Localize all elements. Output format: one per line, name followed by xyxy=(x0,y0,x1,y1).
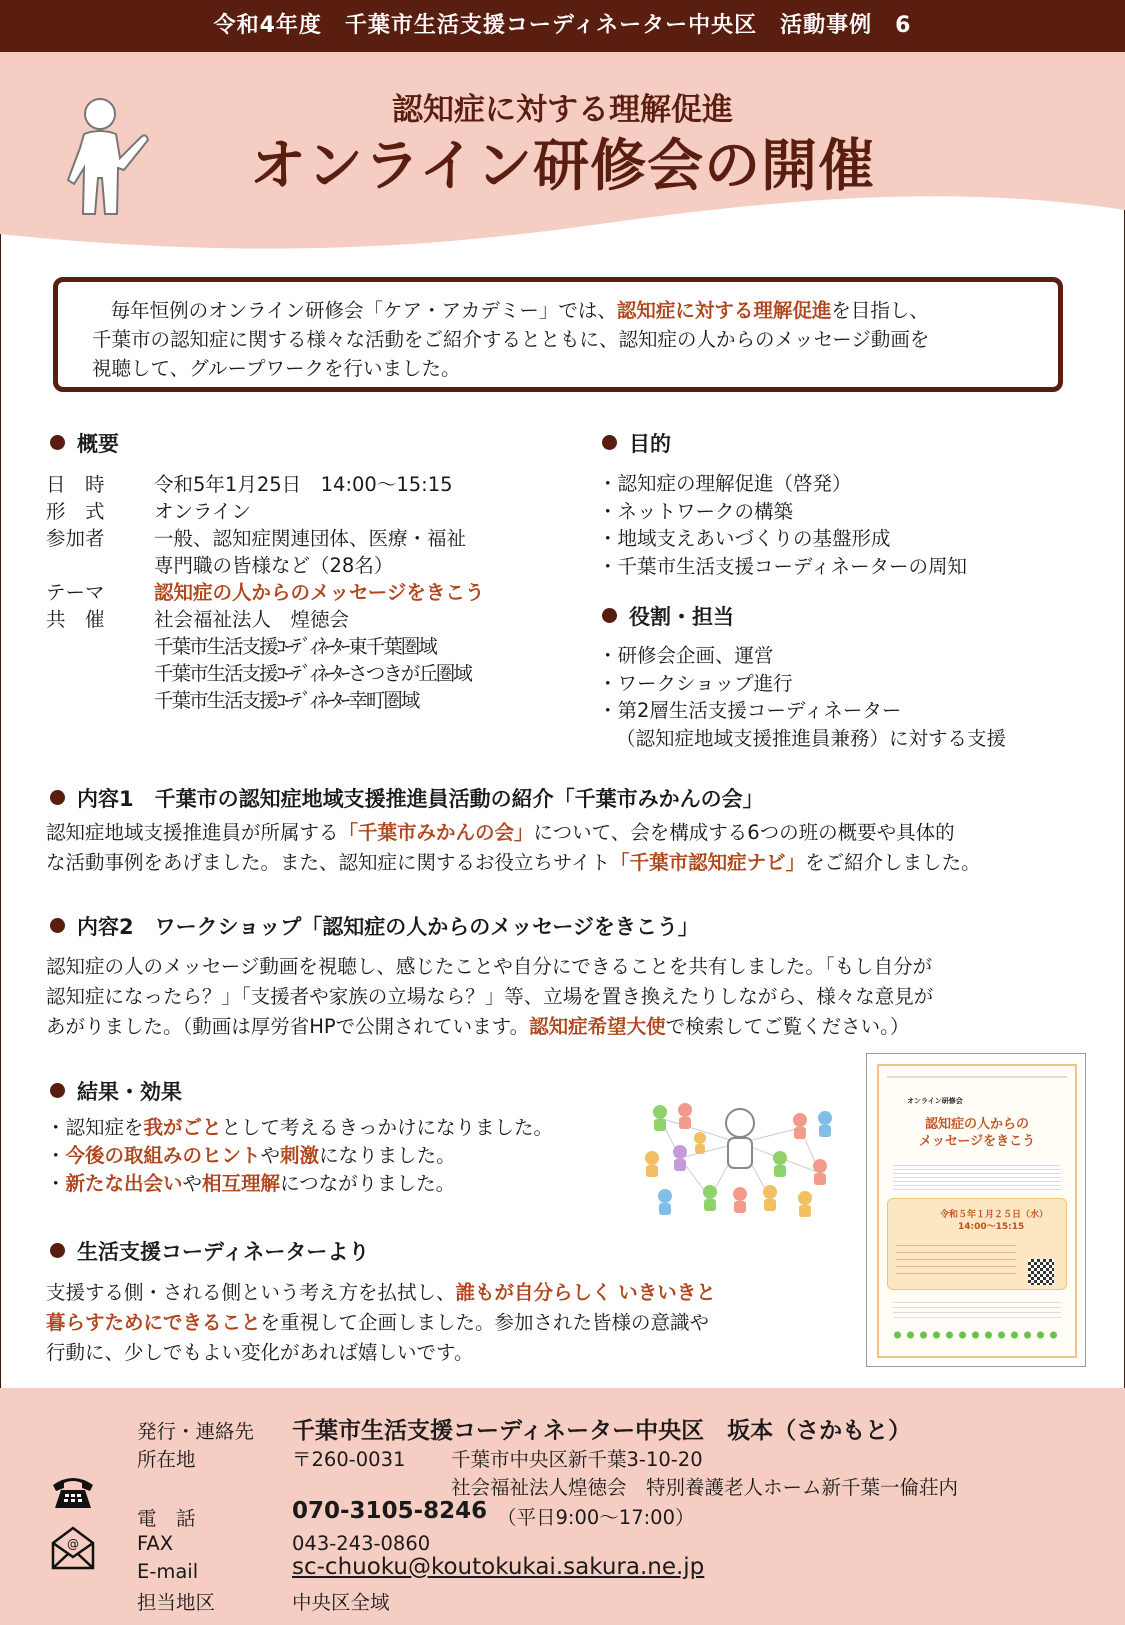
list-item: ・新たな出会いや相互理解につながりました。 xyxy=(46,1172,456,1195)
intro-text: 視聴して、グループワークを行いました。 xyxy=(92,357,461,380)
roles-heading: 役割・担当 xyxy=(602,601,734,631)
content1-heading: 内容1 千葉市の認知症地域支援推進員活動の紹介「千葉市みかんの会」 xyxy=(50,783,764,813)
purpose-list xyxy=(598,470,967,580)
hero-subtitle: 認知症に対する理解促進 xyxy=(392,92,733,128)
list-item: ・ネットワークの構築 xyxy=(598,499,794,523)
bullet-icon xyxy=(602,608,617,623)
intro-box xyxy=(53,277,1063,392)
coordinator-line: 支援する側・される側という考え方を払拭し、誰もが自分らしく いきいきと xyxy=(46,1281,716,1304)
list-item: ・今後の取組みのヒントや刺激になりました。 xyxy=(46,1144,456,1167)
intro-text: 毎年恒例のオンライン研修会「ケア・アカデミー」では、 xyxy=(110,299,617,322)
flyer-thumbnail xyxy=(866,1053,1086,1367)
content1-line: 認知症地域支援推進員が所属する「千葉市みかんの会」について、会を構成する6つの班の概要や具体的 xyxy=(46,821,955,844)
intro-emphasis: 認知症に対する理解促進 xyxy=(616,299,832,322)
list-item: ・認知症を我がごととして考えるきっかけになりました。 xyxy=(46,1116,554,1139)
fax-number: 043-243-0860 xyxy=(292,1532,431,1555)
list-item: ・千葉市生活支援コーディネーターの周知 xyxy=(598,554,967,578)
flyer-body-text xyxy=(893,1162,1061,1190)
content2-line: あがりました。（動画は厚労省HPで公開されています。認知症希望大使で検索してご覧ください。） xyxy=(46,1015,910,1038)
flyer-title: 認知症の人からの メッセージをきこう xyxy=(918,1117,1036,1149)
phone-number: 070-3105-8246 xyxy=(292,1498,488,1524)
list-item: ・地域支えあいづくりの基盤形成 xyxy=(598,527,891,550)
postal-code: 〒260-0031 xyxy=(292,1448,406,1471)
address-line1: 千葉市中央区新千葉3-10-20 xyxy=(451,1448,703,1471)
flyer-tag: オンライン研修会 xyxy=(907,1097,963,1105)
content2-line: 認知症の人のメッセージ動画を視聴し、感じたことや自分にできることを共有しました。「もし自分が xyxy=(46,955,933,978)
list-item: ・研修会企画、運営 xyxy=(598,644,774,667)
content1-line: な活動事例をあげました。また、認知症に関するお役立ちサイト「千葉市認知症ナビ」をご紹介しました。 xyxy=(46,851,981,874)
area-label: 担当地区 xyxy=(137,1591,216,1614)
people-network-illustration xyxy=(640,1098,845,1228)
address-label: 所在地 xyxy=(137,1448,196,1471)
list-item: （認知症地域支援推進員兼務）に対する支援 xyxy=(616,726,1007,750)
flyer-header-line xyxy=(887,1076,1067,1078)
svg-text:@: @ xyxy=(67,1537,79,1551)
flyer-date: 令和５年１月２５日（水） xyxy=(940,1210,1049,1220)
fax-label: FAX xyxy=(137,1532,174,1555)
flyer-time: 14:00～15:15 xyxy=(958,1222,1025,1232)
telephone-icon xyxy=(50,1473,96,1511)
phone-label: 電 話 xyxy=(137,1507,196,1530)
bullet-icon xyxy=(50,435,65,450)
flyer-info-box xyxy=(887,1198,1067,1290)
publisher-name: 千葉市生活支援コーディネーター中央区 坂本（さかもと） xyxy=(292,1418,912,1444)
coordinator-line: 暮らすためにできることを重視して企画しました。参加された皆様の意識や xyxy=(46,1311,710,1334)
results-list xyxy=(46,1114,553,1198)
flyer-footer-text xyxy=(893,1298,1061,1322)
roles-list xyxy=(598,642,1006,752)
header-banner: 令和4年度 千葉市生活支援コーディネーター中央区 活動事例 6 xyxy=(0,0,1125,52)
qr-code-icon xyxy=(1028,1259,1054,1285)
bullet-icon xyxy=(50,1243,65,1258)
email-link[interactable]: sc-chuoku@koutokukai.sakura.ne.jp xyxy=(292,1554,705,1580)
email-envelope-icon xyxy=(50,1525,96,1571)
flyer-border xyxy=(877,1064,1077,1358)
intro-text: 千葉市の認知症に関する様々な活動をご紹介するとともに、認知症の人からのメッセージ動画を xyxy=(92,328,930,351)
purpose-heading: 目的 xyxy=(602,428,671,458)
phone-hours: （平日9:00～17:00） xyxy=(497,1506,695,1529)
list-item: ・第2層生活支援コーディネーター xyxy=(598,699,902,722)
content2-line: 認知症になったら？」「支援者や家族の立場なら？」等、立場を置き換えたりしながら、様々な意見が xyxy=(46,985,934,1008)
list-item: ・認知症の理解促進（啓発） xyxy=(598,472,852,495)
clover-decoration-icon xyxy=(891,1330,1063,1340)
intro-text: を目指し、 xyxy=(831,299,929,322)
footer-contact xyxy=(0,1388,1125,1625)
list-item: ・ワークショップ進行 xyxy=(598,671,793,695)
coordinator-line: 行動に、少しでもよい変化があれば嬉しいです。 xyxy=(46,1341,474,1364)
bullet-icon xyxy=(50,918,65,933)
publisher-label: 発行・連絡先 xyxy=(137,1420,255,1443)
coordinator-heading: 生活支援コーディネーターより xyxy=(50,1236,369,1266)
bullet-icon xyxy=(50,1083,65,1098)
address-line2: 社会福祉法人煌徳会 特別養護老人ホーム新千葉一倫荘内 xyxy=(451,1476,959,1499)
hero-title: オンライン研修会の開催 xyxy=(249,134,876,199)
email-label: E-mail xyxy=(137,1560,199,1583)
overview-heading: 概要 xyxy=(50,428,119,458)
flyer-details xyxy=(896,1239,1016,1279)
bullet-icon xyxy=(602,435,617,450)
bullet-icon xyxy=(50,790,65,805)
area-value: 中央区全域 xyxy=(292,1591,390,1614)
results-heading: 結果・効果 xyxy=(50,1076,182,1106)
content2-heading: 内容2 ワークショップ「認知症の人からのメッセージをきこう」 xyxy=(50,911,699,941)
